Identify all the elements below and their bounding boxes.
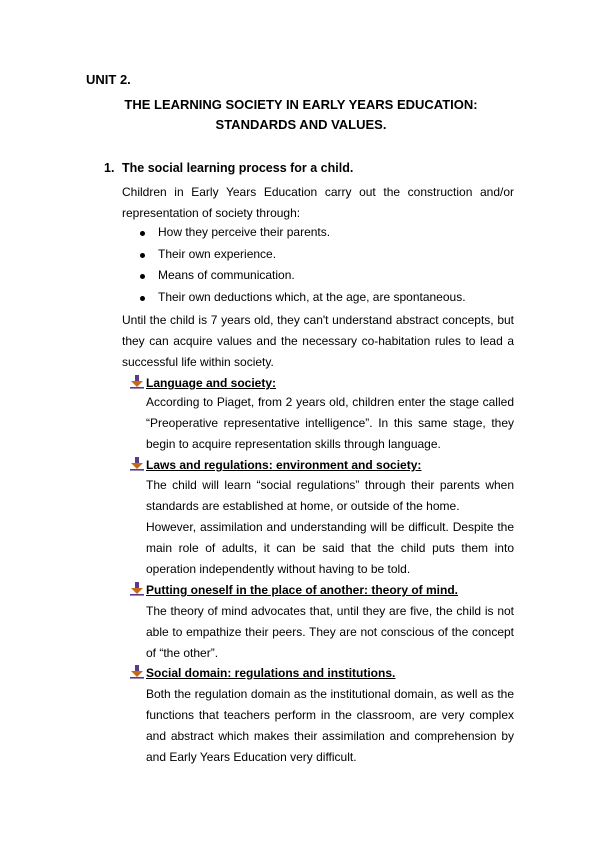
section-intro: Children in Early Years Education carry out the construction and/or representation of society through: [122, 185, 514, 220]
list-item [138, 244, 466, 266]
subsection-text-laws-2: However, assimilation and understanding will be difficult. Despite the main role of adults, it can be said that the child puts them into operation independently without having to be told. [146, 520, 514, 576]
subsection-text-theory-of-mind: The theory of mind advocates that, until they are five, the child is not able to empathize their peers. They are not conscious of the concept of “the other”. [146, 604, 514, 660]
subsection-text-language: According to Piaget, from 2 years old, children enter the stage called “Preoperative representative intelligence”. In this same stage, they begin to acquire representation skills through language. [146, 395, 514, 451]
arrow-down-icon [128, 582, 146, 596]
arrow-down-icon [128, 457, 146, 471]
subsection-title: Language and society: [146, 376, 277, 390]
list-item-text: Their own experience. [158, 246, 277, 261]
list-item [138, 222, 466, 244]
subsection-text-social-domain: Both the regulation domain as the institutional domain, as well as the functions that teachers perform in the classroom, are very complex and abstract which makes their assimilation and comprehension by and Early Years Education very difficult. [146, 687, 514, 764]
subsection-text-laws-1: The child will learn “social regulations” through their parents when standards are established at home, or outside of the home. [146, 478, 514, 513]
list-item [138, 265, 466, 287]
unit-label: UNIT 2. [86, 72, 131, 87]
bullet-icon [140, 253, 145, 258]
section-1-heading [104, 161, 353, 175]
title-line-2: STANDARDS AND VALUES. [215, 117, 387, 132]
section-title: The social learning process for a child. [122, 161, 354, 175]
list-item-text: Means of communication. [158, 268, 295, 282]
list-item [138, 287, 466, 309]
subsection-heading-theory-of-mind [128, 580, 458, 601]
list-item-text: How they perceive their parents. [158, 225, 331, 239]
section-number: 1. [104, 161, 115, 175]
subsection-heading-language [128, 373, 276, 394]
bullet-icon [140, 274, 145, 279]
subsection-heading-laws [128, 455, 421, 476]
arrow-down-icon [128, 375, 146, 389]
subsection-title: Laws and regulations: environment and society: [146, 458, 422, 472]
bullet-icon [140, 231, 145, 236]
subsection-title: Social domain: regulations and institutions. [146, 666, 396, 680]
subsection-heading-social-domain [128, 663, 395, 684]
subsection-title: Putting oneself in the place of another: theory of mind. [146, 583, 459, 597]
after-bullets-paragraph: Until the child is 7 years old, they can't understand abstract concepts, but they can acquire values and the necessary co-habitation rules to lead a successful life within society. [122, 313, 514, 369]
list-item-text: Their own deductions which, at the age, are spontaneous. [158, 289, 466, 304]
title-line-1: THE LEARNING SOCIETY IN EARLY YEARS EDUCATION: [124, 97, 478, 112]
arrow-down-icon [128, 665, 146, 679]
bullet-list [138, 222, 466, 308]
bullet-icon [140, 296, 145, 301]
